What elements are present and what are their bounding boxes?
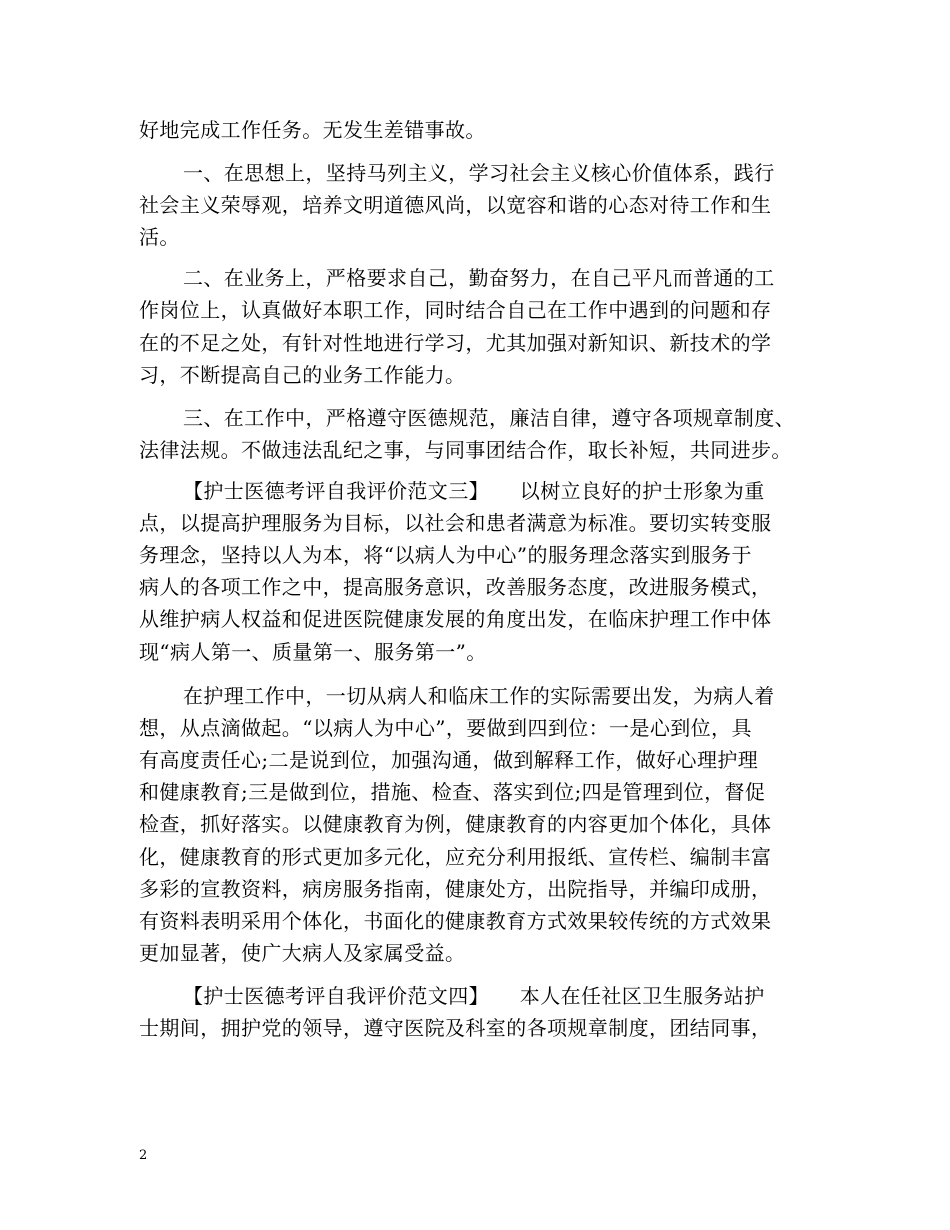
text-line: 【护士医德考评自我评价范文四】 本人在任社区卫生服务站护 bbox=[183, 984, 765, 1008]
text-line: 好地完成工作任务。无发生差错事故。 bbox=[139, 118, 486, 142]
text-line: 习，不断提高自己的业务工作能力。 bbox=[139, 363, 466, 387]
text-line: 现“病人第一、质量第一、服务第一”。 bbox=[139, 640, 487, 664]
text-line: 病人的各项工作之中，提高服务意识，改善服务态度，改进服务模式， bbox=[139, 575, 772, 599]
text-line: 在护理工作中，一切从病人和临床工作的实际需要出发，为病人着 bbox=[183, 684, 775, 708]
text-line: 活。 bbox=[139, 225, 180, 249]
text-line: 【护士医德考评自我评价范文三】 以树立良好的护士形象为重 bbox=[183, 479, 765, 503]
text-line: 法律法规。不做违法乱纪之事，与同事团结合作，取长补短，共同进步。 bbox=[139, 438, 792, 462]
text-line: 想，从点滴做起。“以病人为中心”，要做到四到位：一是心到位，具 bbox=[139, 716, 752, 740]
text-line: 士期间，拥护党的领导，遵守医院及科室的各项规章制度，团结同事， bbox=[139, 1016, 772, 1040]
text-line: 社会主义荣辱观，培养文明道德风尚，以宽容和谐的心态对待工作和生 bbox=[139, 193, 772, 217]
text-line: 有资料表明采用个体化，书面化的健康教育方式效果较传统的方式效果 bbox=[139, 909, 772, 933]
text-line: 二、在业务上，严格要求自己，勤奋努力，在自己平凡而普通的工 bbox=[183, 266, 775, 290]
text-line: 多彩的宣教资料，病房服务指南，健康处方，出院指导，并编印成册， bbox=[139, 877, 772, 901]
text-line: 检查，抓好落实。以健康教育为例，健康教育的内容更加个体化，具体 bbox=[139, 812, 772, 836]
page-number: 2 bbox=[139, 1148, 148, 1163]
text-line: 三、在工作中，严格遵守医德规范，廉洁自律，遵守各项规章制度、 bbox=[183, 406, 795, 430]
text-line: 化，健康教育的形式更加多元化，应充分利用报纸、宣传栏、编制丰富 bbox=[139, 845, 772, 869]
text-line: 务理念，坚持以人为本，将“以病人为中心”的服务理念落实到服务于 bbox=[139, 543, 752, 567]
text-line: 和健康教育;三是做到位，措施、检查、落实到位;四是管理到位，督促 bbox=[139, 780, 766, 804]
text-line: 在的不足之处，有针对性地进行学习，尤其加强对新知识、新技术的学 bbox=[139, 331, 772, 355]
text-line: 一、在思想上，坚持马列主义，学习社会主义核心价值体系，践行 bbox=[183, 161, 775, 185]
text-line: 点，以提高护理服务为目标，以社会和患者满意为标准。要切实转变服 bbox=[139, 511, 772, 535]
text-line: 作岗位上，认真做好本职工作，同时结合自己在工作中遇到的问题和存 bbox=[139, 298, 772, 322]
text-line: 有高度责任心;二是说到位，加强沟通，做到解释工作，做好心理护理 bbox=[139, 748, 759, 772]
text-line: 从维护病人权益和促进医院健康发展的角度出发，在临床护理工作中体 bbox=[139, 607, 772, 631]
text-line: 更加显著，使广大病人及家属受益。 bbox=[139, 941, 466, 965]
